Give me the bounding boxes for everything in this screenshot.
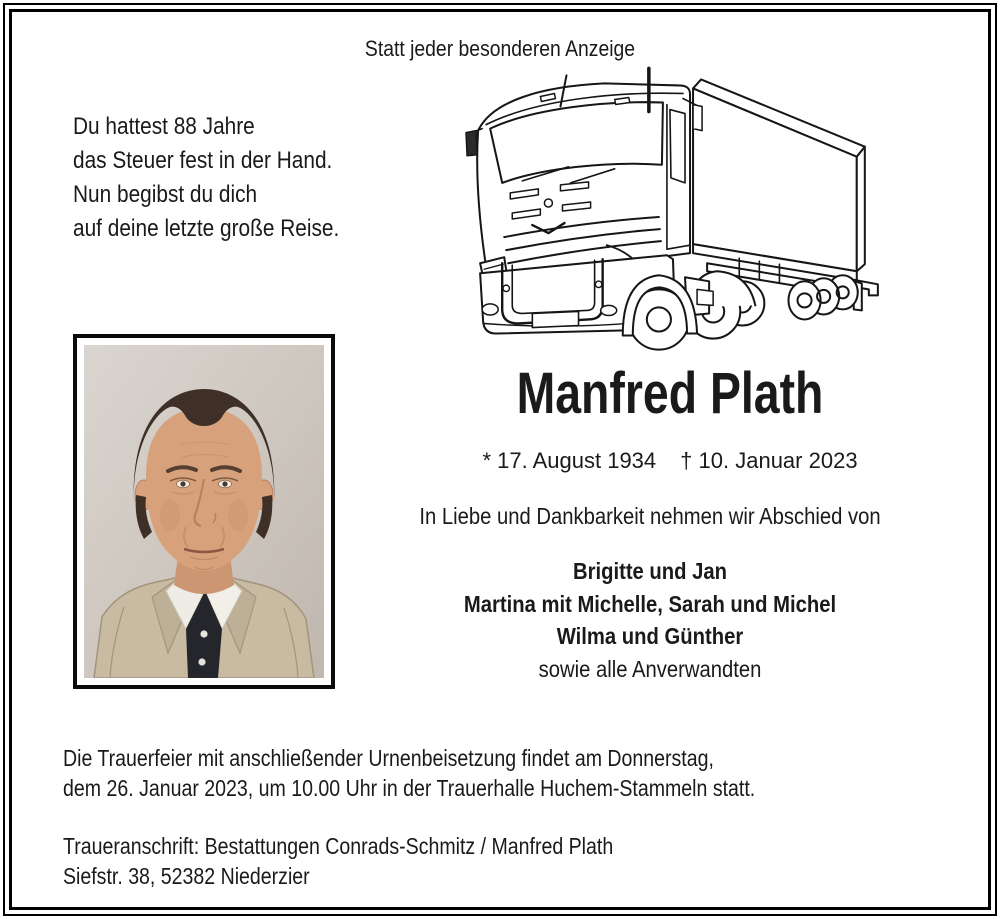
address-line: Siefstr. 38, 52382 Niederzier	[63, 863, 310, 889]
service-line: dem 26. Januar 2023, um 10.00 Uhr in der Trauerhalle Huchem-Stammeln statt.	[63, 775, 756, 801]
poem-line: das Steuer fest in der Hand.	[73, 147, 333, 174]
mourners-list	[360, 555, 941, 685]
service-line: Die Trauerfeier mit anschließender Urnenbeisetzung findet am Donnerstag,	[63, 745, 714, 771]
truck-line-art-icon	[456, 66, 908, 358]
funeral-address	[63, 831, 613, 891]
header-note: Statt jeder besonderen Anzeige	[364, 36, 636, 61]
service-info	[63, 743, 755, 803]
address-line: Traueranschrift: Bestattungen Conrads-Schmitz / Manfred Plath	[63, 833, 614, 859]
memorial-poem	[73, 110, 339, 246]
farewell-closing: sowie alle Anverwandten	[538, 655, 762, 682]
death-symbol: †	[680, 448, 693, 473]
poem-line: Nun begibst du dich	[73, 181, 258, 208]
portrait-photo	[84, 345, 324, 678]
portrait-photo-frame	[73, 334, 335, 689]
deceased-name: Manfred Plath	[516, 361, 824, 426]
life-dates	[350, 448, 990, 474]
mourner-line: Brigitte und Jan	[572, 558, 728, 584]
mourner-line: Martina mit Michelle, Sarah und Michel	[463, 590, 837, 617]
poem-line: Du hattest 88 Jahre	[73, 113, 255, 140]
mourner-line: Wilma und Günther	[556, 623, 744, 649]
poem-line: auf deine letzte große Reise.	[73, 215, 340, 242]
birth-date: * 17. August 1934	[482, 448, 657, 473]
farewell-intro: In Liebe und Dankbarkeit nehmen wir Abschied von	[419, 503, 881, 529]
death-date: † 10. Januar 2023	[680, 448, 858, 473]
birth-symbol: *	[482, 448, 491, 473]
